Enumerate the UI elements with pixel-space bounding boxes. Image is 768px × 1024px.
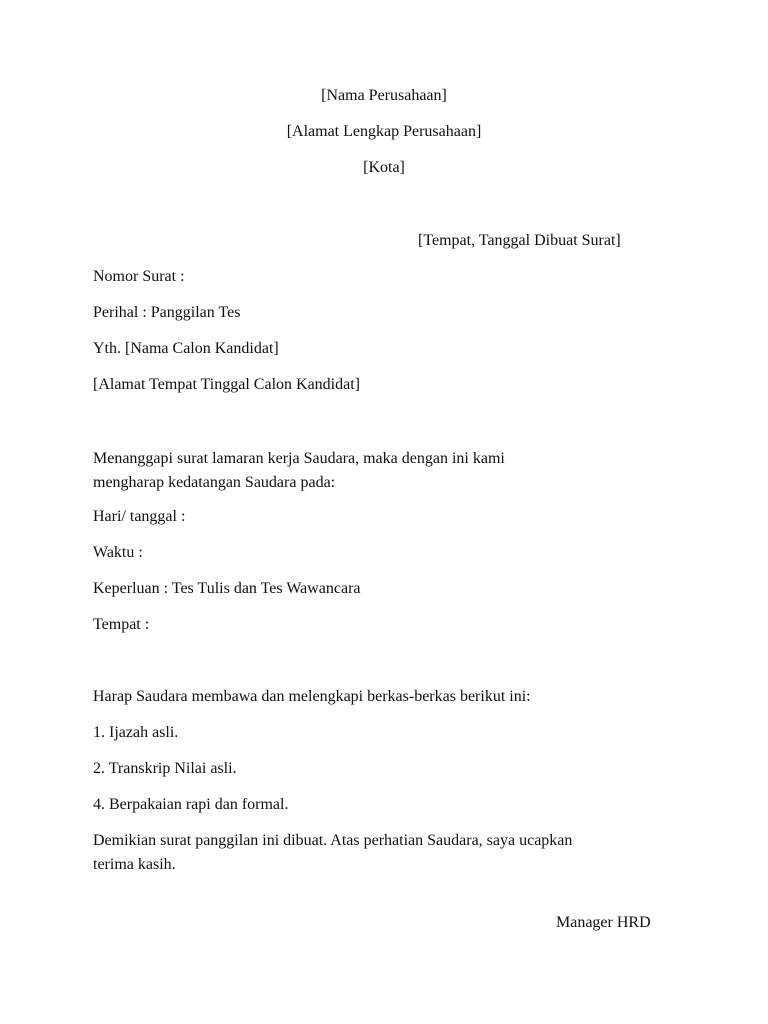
signature-title: Manager HRD [556, 914, 651, 931]
closing-line-2: terima kasih. [93, 856, 176, 873]
letter-number: Nomor Surat : [93, 268, 185, 285]
time-field: Waktu : [93, 544, 143, 561]
requirement-item: 1. Ijazah asli. [93, 724, 179, 741]
closing-line-1: Demikian surat panggilan ini dibuat. Atas perhatian Saudara, saya ucapkan [93, 832, 573, 849]
requirements-intro: Harap Saudara membawa dan melengkapi berkas-berkas berikut ini: [93, 688, 531, 705]
company-city: [Kota] [363, 159, 405, 176]
recipient-name: Yth. [Nama Calon Kandidat] [93, 340, 279, 357]
requirement-item: 2. Transkrip Nilai asli. [93, 760, 237, 777]
intro-line-1: Menanggapi surat lamaran kerja Saudara, maka dengan ini kami [93, 450, 505, 467]
company-address: [Alamat Lengkap Perusahaan] [286, 123, 482, 140]
place-date: [Tempat, Tanggal Dibuat Surat] [418, 232, 621, 249]
recipient-address: [Alamat Tempat Tinggal Calon Kandidat] [93, 376, 360, 393]
company-name: [Nama Perusahaan] [321, 87, 447, 104]
intro-line-2: mengharap kedatangan Saudara pada: [93, 474, 336, 491]
day-date-field: Hari/ tanggal : [93, 508, 186, 525]
purpose-field: Keperluan : Tes Tulis dan Tes Wawancara [93, 580, 361, 597]
requirement-item: 4. Berpakaian rapi dan formal. [93, 796, 289, 813]
letter-subject: Perihal : Panggilan Tes [93, 304, 241, 321]
place-field: Tempat : [93, 616, 150, 633]
